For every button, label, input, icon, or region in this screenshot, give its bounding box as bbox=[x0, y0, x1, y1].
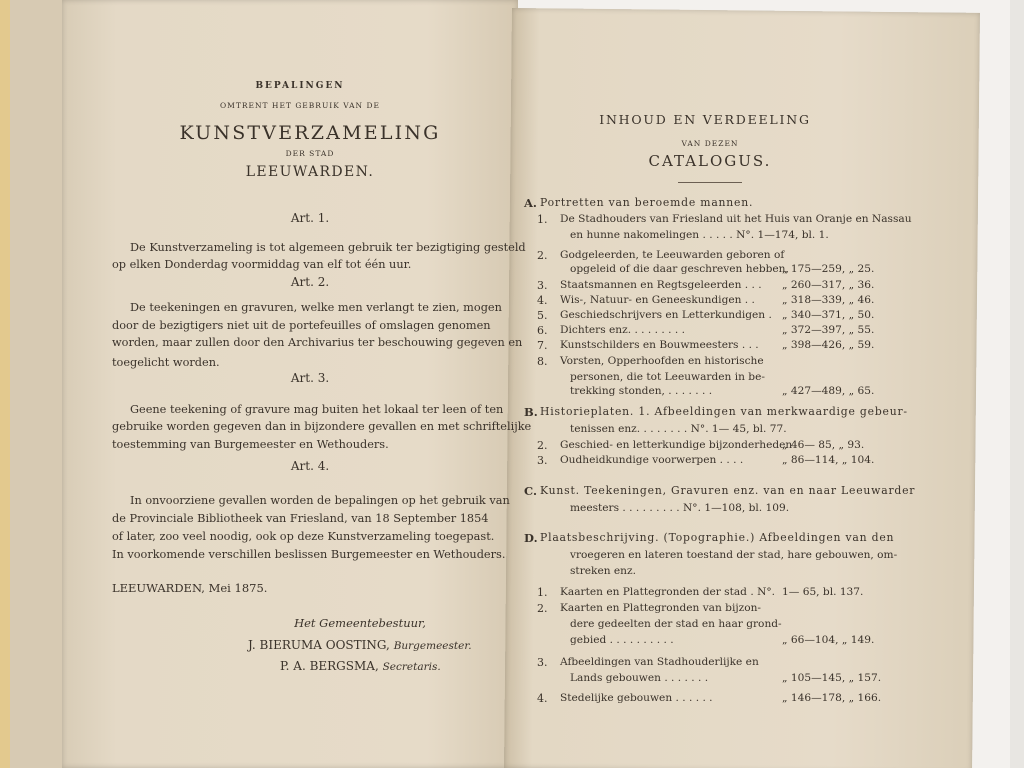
row-text: meesters . . . . . . . . . N°. 1—108, bl. 109. bbox=[570, 502, 790, 514]
row-text: Kaarten en Plattegronden der stad . N°. bbox=[560, 586, 775, 598]
row-text: en hunne nakomelingen . . . . . N°. 1—174, bl. 1. bbox=[570, 229, 829, 241]
section-letter: A. bbox=[524, 196, 537, 210]
row-text: Vorsten, Opperhoofden en historische bbox=[560, 355, 764, 367]
article-title: Art. 4. bbox=[290, 459, 330, 473]
row-number: 4. bbox=[537, 294, 548, 307]
row-reference: „ 398—426, „ 59. bbox=[782, 339, 875, 351]
article-title: Art. 2. bbox=[290, 275, 330, 289]
row-text: dere gedeelten der stad en haar grond- bbox=[570, 618, 782, 630]
article-line: toegelicht worden. bbox=[112, 356, 220, 369]
row-number: 3. bbox=[537, 656, 548, 669]
row-number: 8. bbox=[537, 355, 548, 368]
article-line: toestemming van Burgemeester en Wethouders. bbox=[112, 438, 389, 451]
article-line: gebruike worden gegeven dan in bijzondere gevallen en met schriftelijke bbox=[112, 420, 532, 433]
article-title: Art. 1. bbox=[290, 211, 330, 225]
heading-leeuwarden: LEEUWARDEN. bbox=[245, 164, 375, 180]
row-number: 7. bbox=[537, 339, 548, 352]
row-text: Stedelijke gebouwen . . . . . . bbox=[560, 692, 713, 704]
row-number: 3. bbox=[537, 279, 548, 292]
signer-2-name: P. A. BERGSMA, bbox=[280, 659, 379, 673]
title-inhoud: INHOUD EN VERDEELING bbox=[599, 112, 811, 127]
article-line: De Kunstverzameling is tot algemeen gebruik ter bezigtiging gesteld bbox=[130, 241, 526, 254]
heading-der-stad: DER STAD bbox=[285, 149, 335, 158]
article-line: Geene teekening of gravure mag buiten het lokaal ter leen of ten bbox=[130, 403, 504, 416]
signer-1-name: J. BIERUMA OOSTING, bbox=[248, 638, 390, 652]
row-number: 6. bbox=[537, 324, 548, 337]
heading-bepalingen: BEPALINGEN bbox=[255, 81, 345, 91]
row-text: Geschiedschrijvers en Letterkundigen . bbox=[560, 309, 772, 321]
row-number: 3. bbox=[537, 454, 548, 467]
row-text: Wis-, Natuur- en Geneeskundigen . . bbox=[560, 294, 755, 306]
row-reference: „ 372—397, „ 55. bbox=[782, 324, 875, 336]
signature-header: Het Gemeentebestuur, bbox=[294, 616, 426, 630]
article-line: In onvoorziene gevallen worden de bepalingen op het gebruik van bbox=[130, 494, 510, 507]
section-letter: C. bbox=[524, 484, 537, 498]
article-line: door de bezigtigers niet uit de portefeuilles of omslagen genomen bbox=[112, 319, 491, 332]
row-text: Dichters enz. . . . . . . . . bbox=[560, 324, 685, 336]
title-rule bbox=[678, 182, 742, 183]
row-text: gebied . . . . . . . . . . bbox=[570, 634, 674, 646]
article-line: De teekeningen en gravuren, welke men verlangt te zien, mogen bbox=[130, 301, 502, 314]
article-line: worden, maar zullen door den Archivarius ter beschouwing gegeven en bbox=[112, 336, 523, 349]
heading-omtrent: OMTRENT HET GEBRUIK VAN DE bbox=[220, 101, 380, 110]
section-title: Portretten van beroemde mannen. bbox=[540, 196, 754, 209]
row-reference: „ 46— 85, „ 93. bbox=[782, 439, 865, 451]
row-text: Kunstschilders en Bouwmeesters . . . bbox=[560, 339, 759, 351]
section-letter: D. bbox=[524, 531, 538, 545]
row-text: Oudheidkundige voorwerpen . . . . bbox=[560, 454, 744, 466]
left-page bbox=[62, 0, 518, 768]
article-line: In voorkomende verschillen beslissen Burgemeester en Wethouders. bbox=[112, 548, 506, 561]
signer-1 bbox=[248, 639, 472, 652]
row-reference: „ 318—339, „ 46. bbox=[782, 294, 875, 306]
row-text: trekking stonden, . . . . . . . bbox=[570, 385, 713, 397]
row-text: Godgeleerden, te Leeuwarden geboren of bbox=[560, 249, 785, 261]
section-letter: B. bbox=[524, 405, 538, 419]
article-line: op elken Donderdag voormiddag van elf tot één uur. bbox=[112, 258, 412, 271]
row-text: Geschied- en letterkundige bijzonderheden bbox=[560, 439, 793, 451]
row-number: 1. bbox=[537, 213, 548, 226]
row-reference: 1— 65, bl. 137. bbox=[782, 586, 864, 598]
title-catalogus: CATALOGUS. bbox=[648, 152, 772, 170]
row-text: De Stadhouders van Friesland uit het Huis van Oranje en Nassau bbox=[560, 213, 912, 225]
row-reference: „ 86—114, „ 104. bbox=[782, 454, 875, 466]
row-reference: „ 260—317, „ 36. bbox=[782, 279, 875, 291]
row-reference: „ 340—371, „ 50. bbox=[782, 309, 875, 321]
signer-2-role: Secretaris. bbox=[382, 661, 441, 673]
row-reference: „ 105—145, „ 157. bbox=[782, 672, 882, 684]
row-text: Kaarten en Plattegronden van bijzon- bbox=[560, 602, 761, 614]
row-text: personen, die tot Leeuwarden in be- bbox=[570, 371, 765, 383]
row-number: 2. bbox=[537, 439, 548, 452]
row-text: vroegeren en lateren toestand der stad, hare gebouwen, om- bbox=[570, 549, 898, 561]
section-title: Kunst. Teekeningen, Gravuren enz. van en naar Leeuwarder bbox=[540, 484, 916, 497]
signer-1-role: Burgemeester. bbox=[393, 640, 472, 652]
row-text: Staatsmannen en Regtsgeleerden . . . bbox=[560, 279, 762, 291]
article-line: of later, zoo veel noodig, ook op deze Kunstverzameling toegepast. bbox=[112, 530, 495, 543]
row-text: Lands gebouwen . . . . . . . bbox=[570, 672, 709, 684]
row-reference: „ 146—178, „ 166. bbox=[782, 692, 882, 704]
row-number: 5. bbox=[537, 309, 548, 322]
row-number: 2. bbox=[537, 602, 548, 615]
row-text: Afbeeldingen van Stadhouderlijke en bbox=[560, 656, 759, 668]
row-text: tenissen enz. . . . . . . . N°. 1— 45, bl. 77. bbox=[570, 423, 787, 435]
row-reference: „ 66—104, „ 149. bbox=[782, 634, 875, 646]
article-line: de Provinciale Bibliotheek van Friesland, van 18 September 1854 bbox=[112, 512, 489, 525]
signer-2 bbox=[280, 660, 441, 673]
row-reference: „ 427—489, „ 65. bbox=[782, 385, 875, 397]
section-title: Historieplaten. 1. Afbeeldingen van merkwaardige gebeur- bbox=[540, 405, 908, 418]
background-edge bbox=[1010, 0, 1024, 768]
title-van-dezen: VAN DEZEN bbox=[681, 139, 739, 148]
row-reference: „ 175—259, „ 25. bbox=[782, 263, 875, 275]
row-number: 2. bbox=[537, 249, 548, 262]
section-title: Plaatsbeschrijving. (Topographie.) Afbeeldingen van den bbox=[540, 531, 895, 544]
row-number: 4. bbox=[537, 692, 548, 705]
row-text: opgeleid of die daar geschreven hebben, bbox=[570, 263, 789, 275]
heading-kunstverzameling: KUNSTVERZAMELING bbox=[179, 122, 441, 144]
date-line: LEEUWARDEN, Mei 1875. bbox=[112, 581, 268, 595]
row-number: 1. bbox=[537, 586, 548, 599]
row-text: streken enz. bbox=[570, 565, 636, 577]
article-title: Art. 3. bbox=[290, 371, 330, 385]
